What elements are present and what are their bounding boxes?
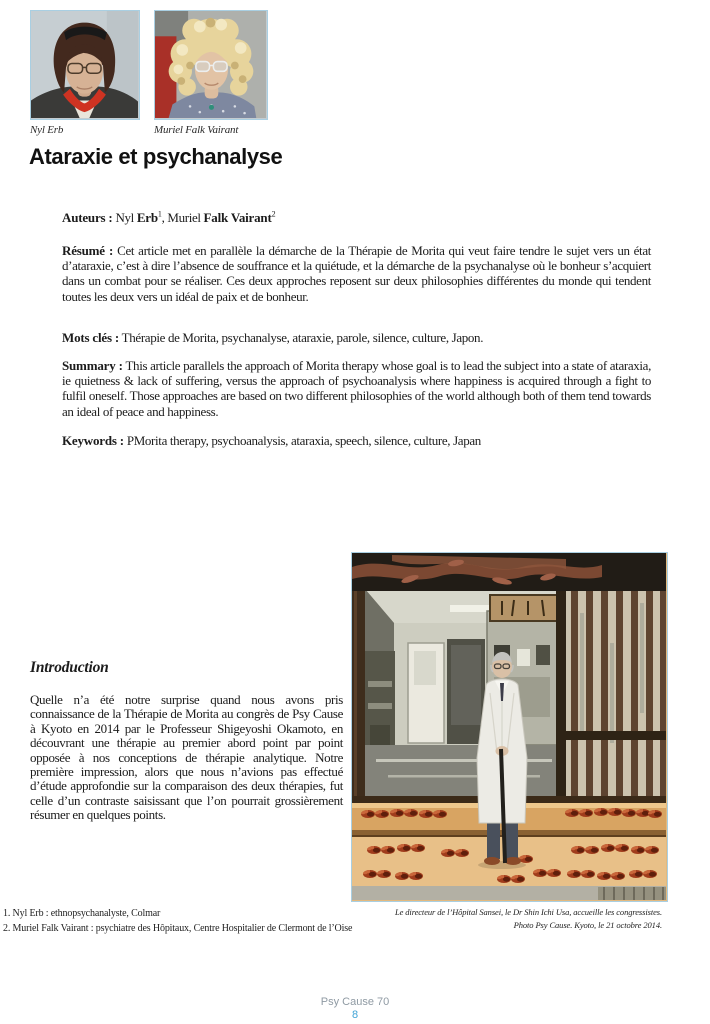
section-heading-introduction: Introduction <box>30 659 109 676</box>
conference-photo <box>351 552 668 902</box>
page-number: 8 <box>351 1009 359 1021</box>
keywords-fr-label: Mots clés : <box>62 330 119 345</box>
footnote-1: 1. Nyl Erb : ethnopsychanalyste, Colmar <box>3 908 161 919</box>
abstract-fr: Résumé : Cet article met en parallèle la démarche de la Thérapie de Morita qui veut faire tendre le sujet vers un état d’ataraxie, c’est à dire l’absence de souffrance et la quiétude, et la démarche de la psychanalyse où le bonheur s’acquiert dans un combat pour se réaliser. Ces deux approches reposent sur deux philosophies différentes du monde qui tendent toutes les deux vers un idéal de paix et de bonheur. <box>62 243 651 304</box>
portrait-woman-blonde-hair <box>155 11 266 118</box>
keywords-en-label: Keywords : <box>62 433 124 448</box>
authors-line: Auteurs : Nyl Erb$^1$, Muriel Falk Vairant$^2$ <box>62 209 276 225</box>
keywords-fr: Mots clés : Thérapie de Morita, psychanalyse, ataraxie, parole, silence, culture, Japon. <box>62 330 484 345</box>
footnotes <box>3 906 403 936</box>
authors-label: Auteurs : <box>62 210 113 225</box>
photo-caption-muriel: Muriel Falk Vairant <box>154 124 239 136</box>
footnote-ref-1: 1 <box>157 209 162 219</box>
photo-caption-nyl-erb: Nyl Erb <box>30 124 64 136</box>
portrait-woman-dark-hair <box>31 11 138 118</box>
photo-caption: Le directeur de l’Hôpital Sansei, le Dr Shin Ichi Usa, accueille les congressistes. Photo Psy Cause. Kyoto, le 21 octobre 2014. <box>394 907 662 930</box>
abstract-en: Summary : This article parallels the approach of Morita therapy whose goal is to lead the subject into a state of ataraxia, ie quietness & lack of suffering, versus the approach of psychoanalysis where happiness is acquired through a fight to fulfil oneself. Those approaches are based on two different philosophies of the world although both of them tend towards an ideal of peace and happiness. <box>62 358 651 419</box>
keywords-en: Keywords : PMorita therapy, psychoanalysis, ataraxia, speech, silence, culture, Japan <box>62 433 481 448</box>
abstract-fr-label: Résumé : <box>62 243 114 258</box>
author-photo-nyl-erb <box>30 10 140 120</box>
footnote-2: 2. Muriel Falk Vairant : psychiatre des Hôpitaux, Centre Hospitalier de Clermont de l’Oise <box>3 923 353 934</box>
abstract-en-label: Summary : <box>62 358 123 373</box>
article-title: Ataraxie et psychanalyse <box>29 144 283 169</box>
author-photo-muriel-falk-vairant <box>154 10 268 120</box>
hospital-entrance-scene <box>352 553 666 900</box>
journal-footer: Psy Cause 70 <box>320 996 390 1008</box>
footnote-ref-2: 2 <box>271 209 276 219</box>
introduction-paragraph: Quelle n’a été notre surprise quand nous avons pris connaissance de la Thérapie de Morita au congrès de Psy Cause à Kyoto en 2014 par le Professeur Shigeyoshi Okamoto, en découvrant une thérapie au premier abord point par point opposée à nos conceptions de thérapie analytique. Notre première impression, alors que nous n’avions pas effectué d’étude approfondie sur la comparaison des deux thérapies, fut celle d’un contraste saisissant que l’on pourrait grossièrement résumer en quelques points. <box>30 692 343 823</box>
